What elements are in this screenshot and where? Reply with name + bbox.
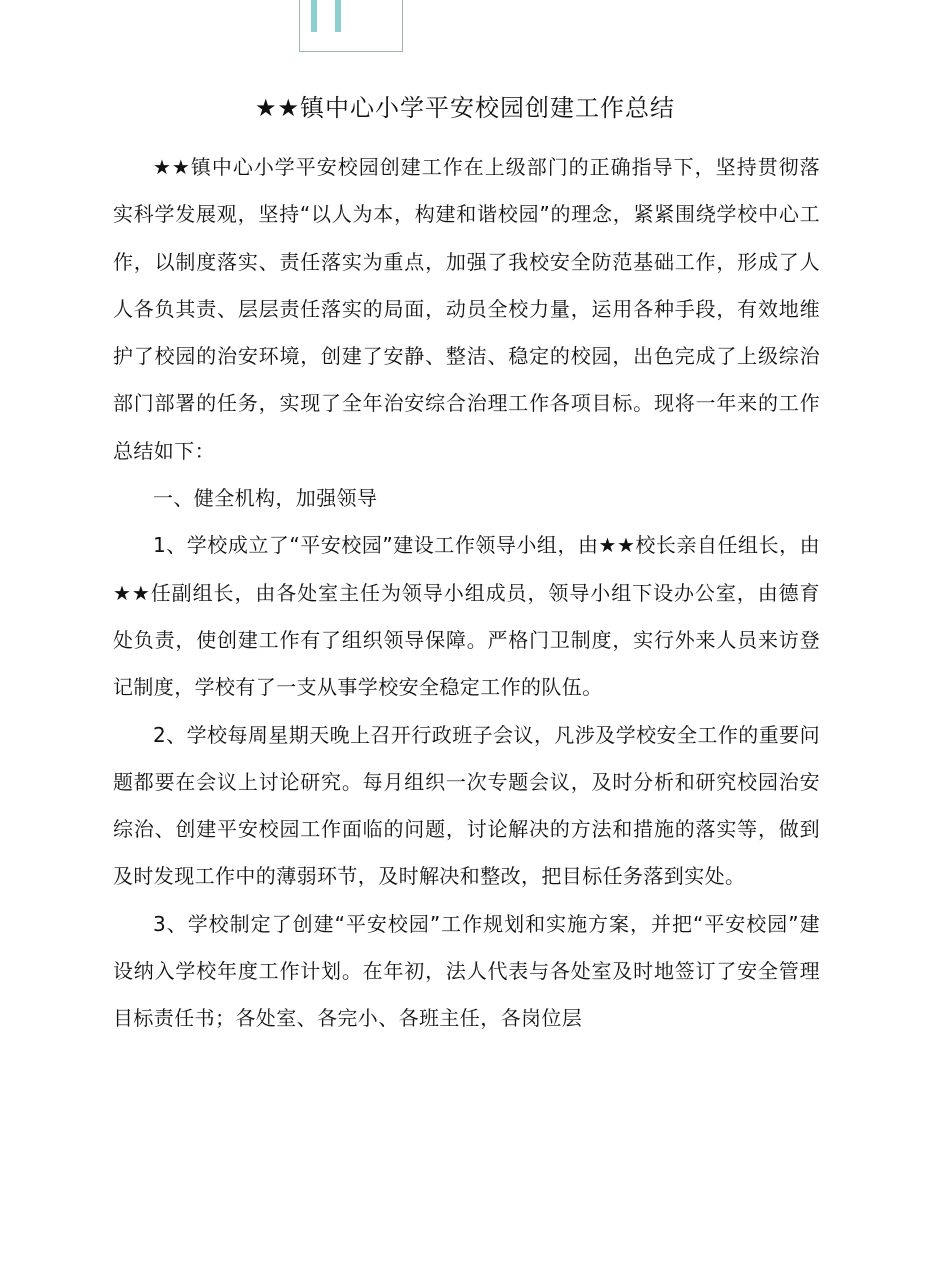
- page-title: ★★镇中心小学平安校园创建工作总结: [254, 94, 676, 122]
- logo-mark-right: [335, 0, 341, 32]
- logo-mark-left: [311, 0, 317, 32]
- header-logo: [299, 0, 403, 52]
- paragraph-item-2: 2、学校每周星期天晚上召开行政班子会议，凡涉及学校安全工作的重要问题都要在会议上讨论研究。每月组织一次专题会议，及时分析和研究校园治安综治、创建平安校园工作面临的问题，讨论解决的方法和措施的落实等，做到及时发现工作中的薄弱环节，及时解决和整改，把目标任务落到实处。: [113, 722, 820, 889]
- section-heading: 一、健全机构，加强领导: [153, 486, 378, 511]
- paragraph-item-1: 1、学校成立了“平安校园”建设工作领导小组，由★★校长亲自任组长，由★★任副组长，由各处室主任为领导小组成员，领导小组下设办公室，由德育处负责，使创建工作有了组织领导保障。严格门卫制度，实行外来人员来访登记制度，学校有了一支从事学校安全稳定工作的队伍。: [113, 533, 820, 700]
- paragraph-item-3: 3、学校制定了创建“平安校园”工作规划和实施方案，并把“平安校园”建设纳入学校年度工作计划。在年初，法人代表与各处室及时地签订了安全管理目标责任书；各处室、各完小、各班主任，各岗位层: [113, 911, 820, 1031]
- document-body: [113, 144, 820, 1043]
- paragraph-intro: ★★镇中心小学平安校园创建工作在上级部门的正确指导下，坚持贯彻落实科学发展观，坚持“以人为本，构建和谐校园”的理念，紧紧围绕学校中心工作，以制度落实、责任落实为重点，加强了我校安全防范基础工作，形成了人人各负其责、层层责任落实的局面，动员全校力量，运用各种手段，有效地维护了校园的治安环境，创建了安静、整洁、稳定的校园，出色完成了上级综治部门部署的任务，实现了全年治安综合治理工作各项目标。现将一年来的工作总结如下：: [113, 155, 820, 463]
